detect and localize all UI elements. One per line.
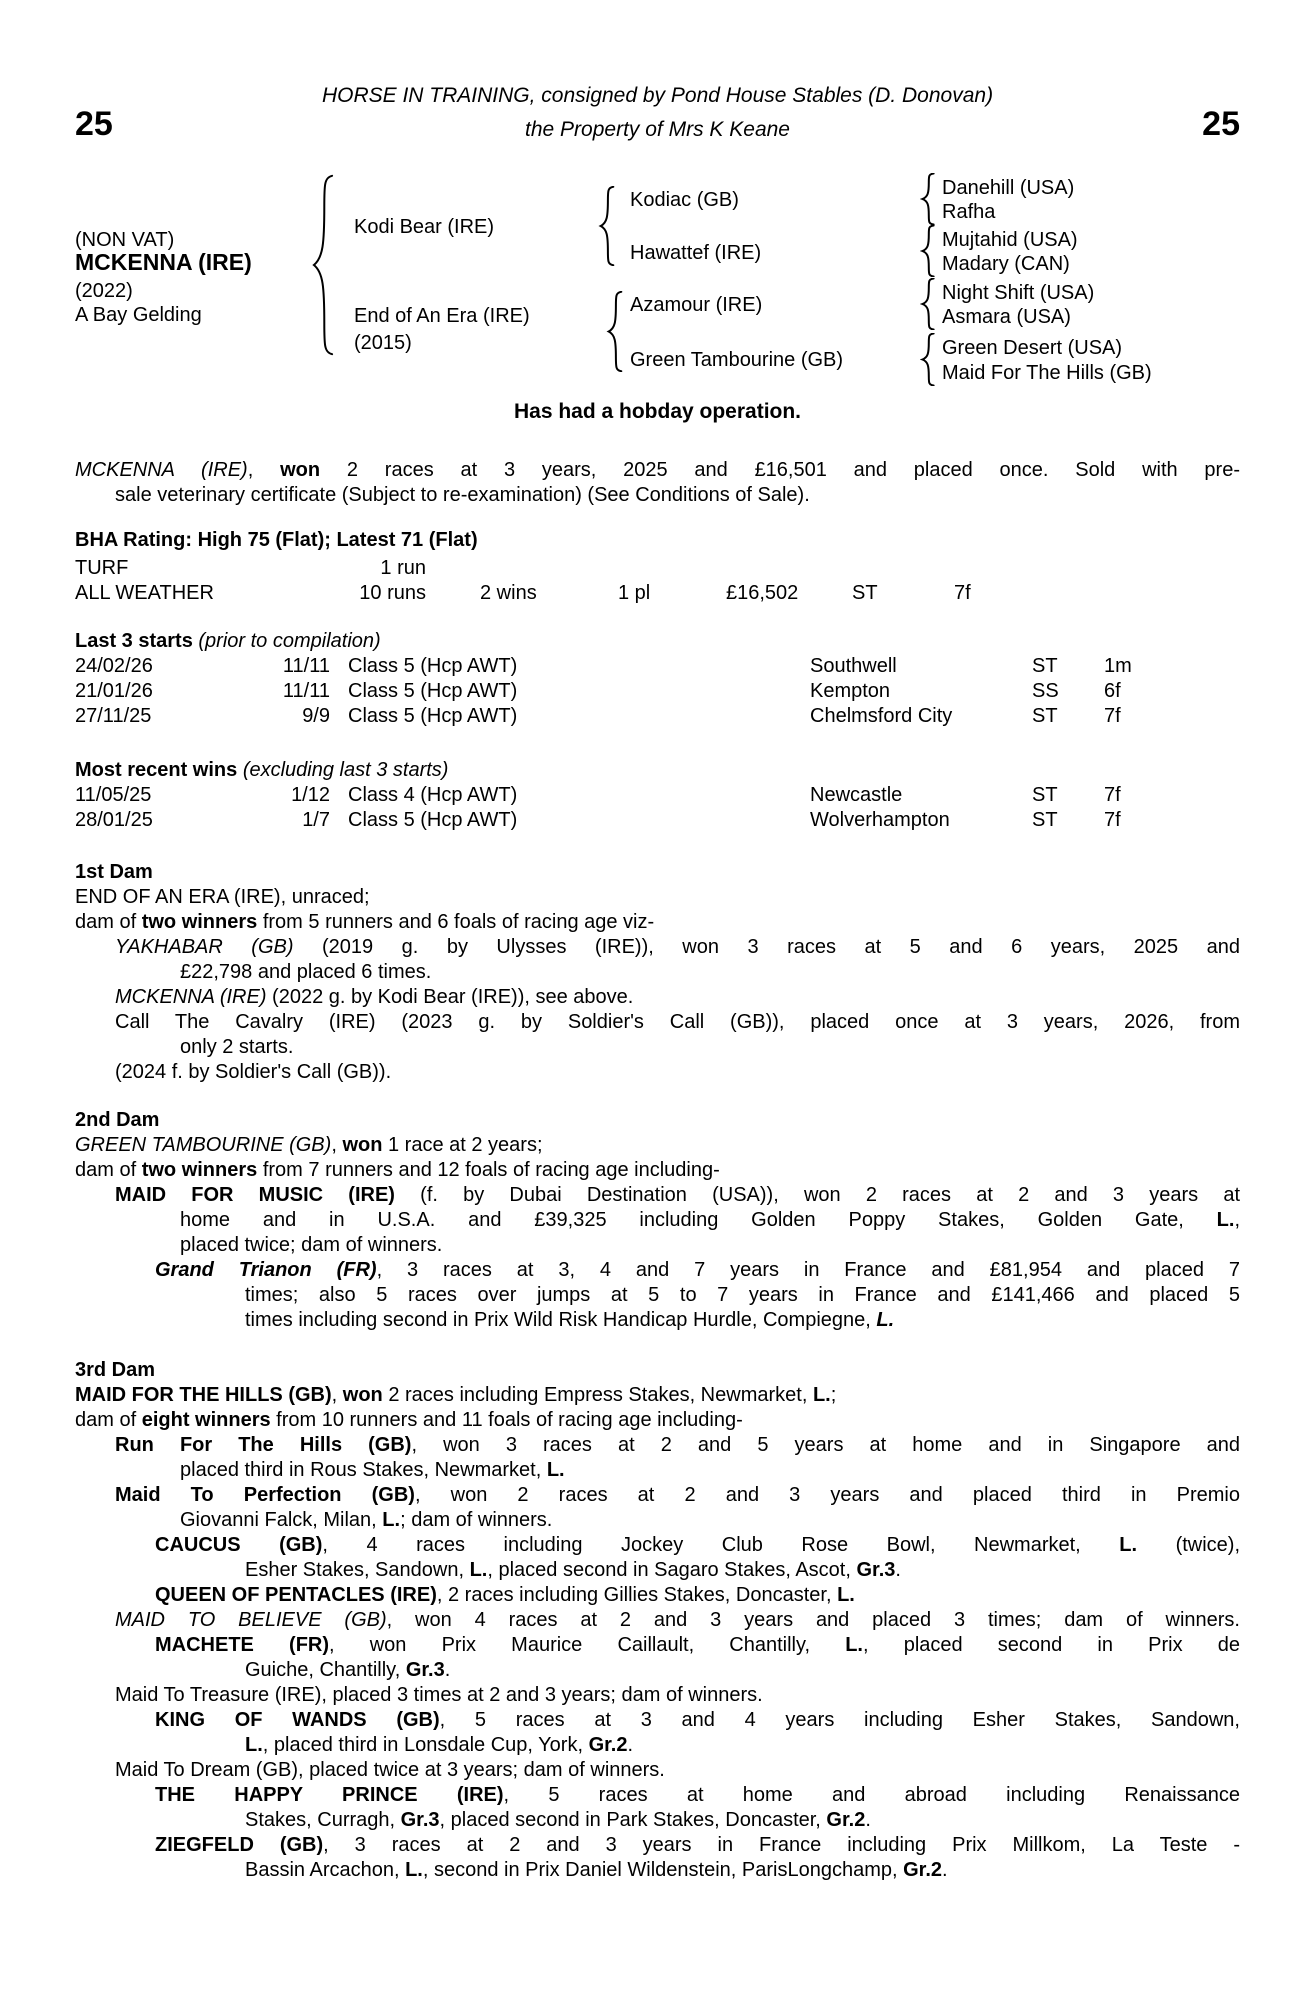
- text-line: CAUCUS (GB), 4 races including Jockey Club Rose Bowl, Newmarket, L. (twice),: [155, 1534, 1241, 1556]
- consignor-line: HORSE IN TRAINING, consigned by Pond House Stables (D. Donovan): [321, 84, 994, 107]
- dam-year: (2015): [354, 332, 412, 354]
- pedigree-brace-sire: [598, 186, 616, 266]
- table-cell: 11/05/25: [75, 784, 152, 806]
- table-cell: Newcastle: [810, 784, 903, 806]
- table-cell: 10 runs: [359, 582, 426, 604]
- sire-dam-dam-name: Madary (CAN): [942, 253, 1070, 275]
- last-three-starts-table: [75, 654, 1240, 729]
- table-cell: 6f: [1104, 680, 1121, 702]
- text-line: MCKENNA (IRE) (2022 g. by Kodi Bear (IRE)), see above.: [115, 986, 634, 1008]
- table-cell: 2 wins: [480, 582, 537, 604]
- vat-note: (NON VAT): [75, 229, 175, 251]
- table-cell: 11/11: [282, 680, 330, 702]
- sire-sire-dam-name: Rafha: [942, 201, 996, 223]
- lot-number-right: 25: [1202, 105, 1240, 143]
- table-cell: ALL WEATHER: [75, 582, 214, 604]
- recent-wins-heading: [75, 758, 1240, 783]
- text-line: Call The Cavalry (IRE) (2023 g. by Soldier's Call (GB)), placed once at 3 years, 2026, from: [115, 1011, 1240, 1033]
- foaling-year: (2022): [75, 280, 133, 302]
- text-line: Stakes, Curragh, Gr.3, placed second in Park Stakes, Doncaster, Gr.2.: [245, 1809, 871, 1831]
- text-line: dam of two winners from 5 runners and 6 foals of racing age viz-: [75, 911, 655, 933]
- sire-dam-sire-name: Mujtahid (USA): [942, 229, 1078, 251]
- sire-name: Kodi Bear (IRE): [354, 216, 495, 238]
- table-cell: TURF: [75, 557, 129, 579]
- text-line: times; also 5 races over jumps at 5 to 7 years in France and £141,466 and placed 5: [245, 1284, 1240, 1306]
- table-cell: £16,502: [726, 582, 799, 604]
- text-line: 3rd Dam: [75, 1359, 156, 1381]
- table-cell: Class 4 (Hcp AWT): [348, 784, 518, 806]
- table-cell: 7f: [1104, 705, 1121, 727]
- text-line: Grand Trianon (FR), 3 races at 3, 4 and 7 years in France and £81,954 and placed 7: [155, 1259, 1240, 1281]
- table-cell: SS: [1032, 680, 1059, 702]
- table-cell: ST: [852, 582, 878, 604]
- text-line: 2nd Dam: [75, 1109, 160, 1131]
- text-line: MAID FOR MUSIC (IRE) (f. by Dubai Destination (USA)), won 2 races at 2 and 3 years at: [115, 1184, 1241, 1206]
- race-summary: [75, 458, 1240, 508]
- table-cell: 27/11/25: [75, 705, 152, 727]
- text-line: 1st Dam: [75, 861, 153, 883]
- text-line: dam of two winners from 7 runners and 12 foals of racing age including-: [75, 1159, 720, 1181]
- text-line: Maid To Perfection (GB), won 2 races at 2 and 3 years and placed third in Premio: [115, 1484, 1240, 1506]
- flat-record-table: [75, 556, 1240, 606]
- text-line: Guiche, Chantilly, Gr.3.: [245, 1659, 451, 1681]
- table-cell: ST: [1032, 809, 1058, 831]
- table-cell: 7f: [1104, 809, 1121, 831]
- dam-sire-dam-name: Asmara (USA): [942, 306, 1071, 328]
- pedigree-brace-gp1: [920, 173, 936, 225]
- text-line: Maid To Dream (GB), placed twice at 3 years; dam of winners.: [115, 1759, 665, 1781]
- table-row: [75, 556, 1240, 581]
- text-line: BHA Rating: High 75 (Flat); Latest 71 (Flat): [75, 529, 478, 551]
- text-line: MAID FOR THE HILLS (GB), won 2 races including Empress Stakes, Newmarket, L.;: [75, 1384, 837, 1406]
- table-cell: ST: [1032, 705, 1058, 727]
- table-row: [75, 783, 1240, 808]
- table-cell: 21/01/26: [75, 680, 153, 702]
- table-row: [75, 654, 1240, 679]
- table-row: [75, 808, 1240, 833]
- sire-sire-sire-name: Danehill (USA): [942, 177, 1075, 199]
- text-line: only 2 starts.: [180, 1036, 294, 1058]
- table-cell: Wolverhampton: [810, 809, 950, 831]
- text-line: THE HAPPY PRINCE (IRE), 5 races at home and abroad including Renaissance: [155, 1784, 1240, 1806]
- text-line: YAKHABAR (GB) (2019 g. by Ulysses (IRE)), won 3 races at 5 and 6 years, 2025 and: [115, 936, 1240, 958]
- table-cell: Class 5 (Hcp AWT): [348, 809, 518, 831]
- text-line: sale veterinary certificate (Subject to re-examination) (See Conditions of Sale).: [115, 484, 810, 506]
- text-line: Last 3 starts (prior to compilation): [75, 630, 381, 652]
- last-three-starts-heading: [75, 629, 1240, 654]
- table-cell: Class 5 (Hcp AWT): [348, 680, 518, 702]
- horse-description: A Bay Gelding: [75, 304, 202, 326]
- text-line: £22,798 and placed 6 times.: [180, 961, 432, 983]
- text-line: times including second in Prix Wild Risk Handicap Hurdle, Compiegne, L.: [245, 1309, 895, 1331]
- pedigree-brace-gp2: [920, 225, 936, 277]
- sire-dam-name: Hawattef (IRE): [630, 242, 762, 264]
- text-line: MCKENNA (IRE), won 2 races at 3 years, 2025 and £16,501 and placed once. Sold with pre-: [75, 459, 1240, 481]
- lot-number-left: 25: [75, 105, 113, 143]
- table-cell: 1 pl: [618, 582, 651, 604]
- text-line: Most recent wins (excluding last 3 starts): [75, 759, 449, 781]
- table-cell: 7f: [1104, 784, 1121, 806]
- dam-sire-sire-name: Night Shift (USA): [942, 282, 1095, 304]
- text-line: GREEN TAMBOURINE (GB), won 1 race at 2 years;: [75, 1134, 543, 1156]
- table-cell: 11/11: [282, 655, 330, 677]
- text-line: END OF AN ERA (IRE), unraced;: [75, 886, 370, 908]
- text-line: L., placed third in Lonsdale Cup, York, Gr.2.: [245, 1734, 634, 1756]
- table-row: [75, 679, 1240, 704]
- table-cell: 1/7: [302, 809, 330, 831]
- text-line: ZIEGFELD (GB), 3 races at 2 and 3 years in France including Prix Millkom, La Teste -: [155, 1834, 1241, 1856]
- text-line: (2024 f. by Soldier's Call (GB)).: [115, 1061, 392, 1083]
- table-cell: ST: [1032, 784, 1058, 806]
- table-cell: 24/02/26: [75, 655, 153, 677]
- text-line: home and in U.S.A. and £39,325 including Golden Poppy Stakes, Golden Gate, L.,: [180, 1209, 1240, 1231]
- table-cell: 7f: [954, 582, 971, 604]
- text-line: MAID TO BELIEVE (GB), won 4 races at 2 and 3 years and placed 3 times; dam of winners.: [115, 1609, 1240, 1631]
- text-line: Giovanni Falck, Milan, L.; dam of winners.: [180, 1509, 553, 1531]
- text-line: Bassin Arcachon, L., second in Prix Daniel Wildenstein, ParisLongchamp, Gr.2.: [245, 1859, 948, 1881]
- horse-name: MCKENNA (IRE): [75, 249, 252, 275]
- pedigree-brace-main: [310, 174, 336, 356]
- text-line: QUEEN OF PENTACLES (IRE), 2 races including Gillies Stakes, Doncaster, L.: [155, 1584, 855, 1606]
- table-cell: 1m: [1104, 655, 1132, 677]
- second-dam-section: [75, 1108, 1240, 1333]
- bha-rating: [75, 528, 1240, 553]
- dam-dam-name: Green Tambourine (GB): [630, 349, 844, 371]
- recent-wins-table: [75, 783, 1240, 833]
- table-cell: Kempton: [810, 680, 891, 702]
- table-cell: ST: [1032, 655, 1058, 677]
- table-cell: 9/9: [302, 705, 330, 727]
- third-dam-section: [75, 1358, 1240, 1883]
- text-line: dam of eight winners from 10 runners and 11 foals of racing age including-: [75, 1409, 743, 1431]
- table-cell: Chelmsford City: [810, 705, 953, 727]
- pedigree-brace-gp4: [920, 333, 936, 386]
- text-line: MACHETE (FR), won Prix Maurice Caillault, Chantilly, L., placed second in Prix de: [155, 1634, 1240, 1656]
- table-cell: Southwell: [810, 655, 897, 677]
- dam-name: End of An Era (IRE): [354, 305, 530, 327]
- text-line: KING OF WANDS (GB), 5 races at 3 and 4 years including Esher Stakes, Sandown,: [155, 1709, 1240, 1731]
- pedigree-brace-gp3: [920, 278, 936, 330]
- dam-dam-dam-name: Maid For The Hills (GB): [942, 362, 1152, 384]
- veterinary-note: Has had a hobday operation.: [513, 400, 802, 423]
- dam-sire-name: Azamour (IRE): [630, 294, 763, 316]
- recent-wins: [75, 758, 1240, 833]
- dam-dam-sire-name: Green Desert (USA): [942, 337, 1123, 359]
- text-line: placed twice; dam of winners.: [180, 1234, 443, 1256]
- table-cell: Class 5 (Hcp AWT): [348, 655, 518, 677]
- pedigree-brace-dam: [606, 291, 624, 372]
- table-cell: 1 run: [380, 557, 426, 579]
- first-dam-section: [75, 860, 1240, 1085]
- table-cell: Class 5 (Hcp AWT): [348, 705, 518, 727]
- table-cell: 1/12: [291, 784, 330, 806]
- sire-sire-name: Kodiac (GB): [630, 189, 739, 211]
- table-cell: 28/01/25: [75, 809, 153, 831]
- table-row: [75, 581, 1240, 606]
- text-line: Run For The Hills (GB), won 3 races at 2 and 5 years at home and in Singapore and: [115, 1434, 1241, 1456]
- text-line: Esher Stakes, Sandown, L., placed second in Sagaro Stakes, Ascot, Gr.3.: [245, 1559, 901, 1581]
- text-line: placed third in Rous Stakes, Newmarket, L.: [180, 1459, 565, 1481]
- property-line: the Property of Mrs K Keane: [525, 118, 790, 141]
- last-three-starts: [75, 629, 1240, 729]
- table-row: [75, 704, 1240, 729]
- text-line: Maid To Treasure (IRE), placed 3 times at 2 and 3 years; dam of winners.: [115, 1684, 763, 1706]
